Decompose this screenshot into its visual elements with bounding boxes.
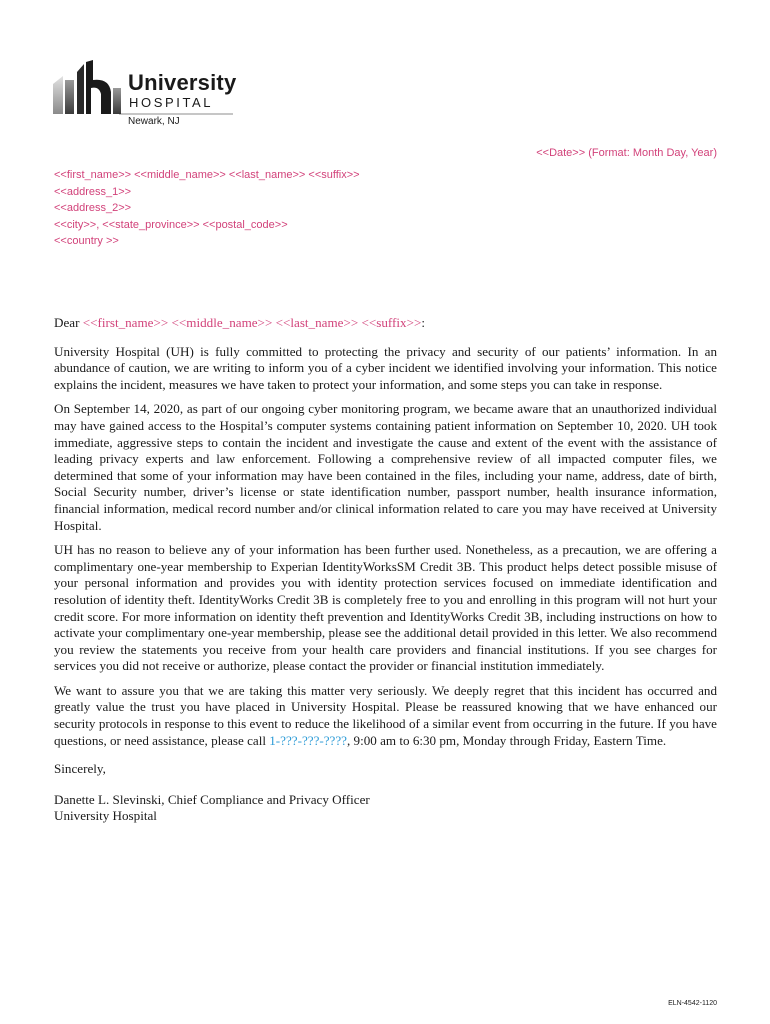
address-line-city: <<city>>, <<state_province>> <<postal_code>> bbox=[54, 218, 288, 231]
address-line-name: <<first_name>> <<middle_name>> <<last_name>> <<suffix>> bbox=[54, 169, 360, 181]
paragraph-assurance bbox=[54, 683, 717, 749]
salutation-colon: : bbox=[421, 315, 425, 330]
letter-body bbox=[54, 315, 717, 825]
closing: Sincerely, bbox=[54, 761, 106, 777]
paragraph-protection: UH has no reason to believe any of your information has been further used. Nonetheless, as a precaution, we are offering a complimentary one-year membership to Experian IdentityWorksSM Credit 3B. This product helps detect possible misuse of your personal information and provides you with identity protection services focused on immediate identification and resolution of identity theft. IdentityWorks Credit 3B is completely free to you and enrolling in this program will not hurt your credit score. For more information on identity theft prevention and IdentityWorks Credit 3B, including instructions on how to activate your complimentary one-year membership, please see the additional detail provided in this letter. We also recommend you review the statements you receive from your health care providers and financial institutions. If you see charges for services you did not receive or authorize, please contact the provider or financial institution immediately. bbox=[54, 542, 717, 674]
document-code: ELN-4542-1120 bbox=[668, 1000, 717, 1007]
salutation-prefix: Dear bbox=[54, 315, 83, 330]
assurance-hours: , 9:00 am to 6:30 pm, Monday through Friday, Eastern Time. bbox=[347, 732, 667, 748]
address-line-1: <<address_1>> bbox=[54, 185, 132, 198]
salutation-name-merge-field: <<first_name>> <<middle_name>> <<last_name>> <<suffix>> bbox=[82, 315, 422, 330]
logo-wordmark: University bbox=[128, 70, 237, 95]
signer-name: Danette L. Slevinski, Chief Compliance and Privacy Officer bbox=[54, 791, 370, 807]
signer-organization: University Hospital bbox=[54, 808, 157, 824]
phone-number-link[interactable]: 1-???-???-???? bbox=[269, 732, 347, 748]
hospital-city: Newark, NJ bbox=[128, 116, 180, 127]
address-line-2: <<address_2>> bbox=[54, 202, 132, 215]
address-line-country: <<country >> bbox=[54, 235, 119, 248]
salutation bbox=[54, 315, 717, 332]
date-merge-field: <<Date>> (Format: Month Day, Year) bbox=[536, 147, 717, 159]
paragraph-incident: On September 14, 2020, as part of our ongoing cyber monitoring program, we became aware that an unauthorized individual may have gained access to the Hospital’s computer systems containing patient information on September 10, 2020. UH took immediate, aggressive steps to contain the incident and investigate the cause and extent of the event with the assistance of leading privacy experts and law enforcement. Following a comprehensive review of all impacted computer files, we determined that some of your information may have been contained in the files, including your name, address, date of birth, Social Security number, driver’s license or state identification number, passport number, health insurance information, financial information, medical record number and/or clinical information related to care you may have received at University Hospital. bbox=[54, 401, 717, 533]
assurance-text: We want to assure you that we are taking this matter very seriously. We deeply regret that this incident has occurred and greatly value the trust you have placed in University Hospital. Please be reassured knowing that we have enhanced our security protocols in response to this event to reduce the likelihood of a similar event from occurring in the future. If you have questions, or need assistance, please call bbox=[54, 682, 717, 748]
uh-logo-mark-icon bbox=[53, 58, 123, 116]
paragraph-intro: University Hospital (UH) is fully committed to protecting the privacy and security of our patients’ information. In an abundance of caution, we are writing to inform you of a cyber incident we identified involving your information. This notice explains the incident, measures we have taken to protect your information, and some steps you can take in response. bbox=[54, 343, 717, 392]
recipient-address bbox=[54, 167, 360, 250]
logo-subtitle: HOSPITAL bbox=[129, 95, 214, 110]
